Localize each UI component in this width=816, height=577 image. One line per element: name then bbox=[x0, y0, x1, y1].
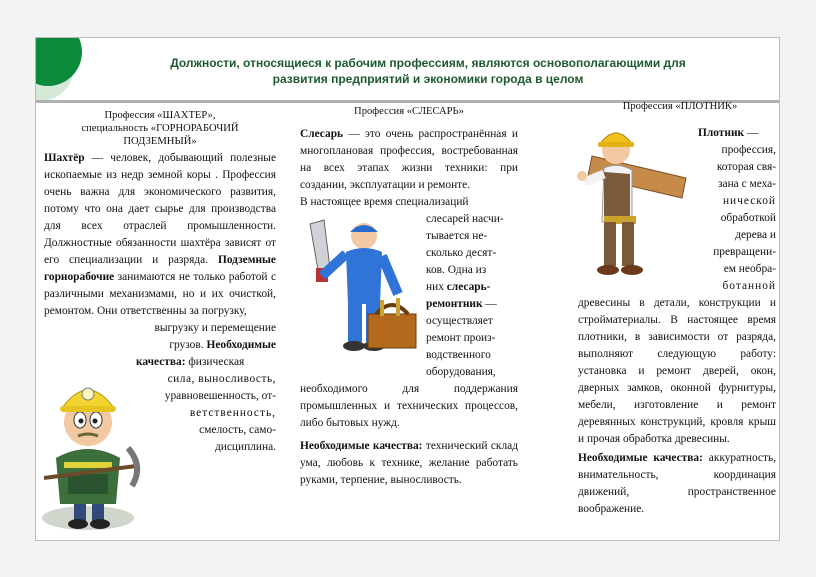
carpenter-qualities-term: Необходимые качества: bbox=[578, 452, 703, 464]
miner-line-f: ветственность, bbox=[189, 407, 276, 419]
locksmith-qualities-text: технический склад ума, любовь к технике, желание работать руками, терпение, выносливость. bbox=[300, 440, 518, 486]
locksmith-line-10: водственного bbox=[426, 349, 491, 361]
miner-line-e: уравновешенность, от- bbox=[164, 390, 276, 402]
miner-line-d: сила, выносливость, bbox=[167, 373, 276, 385]
miner-description bbox=[44, 150, 276, 320]
carpenter-term: Плотник bbox=[698, 127, 745, 139]
carpenter-qualities-text: аккуратность, внимательность, координация движений, пространственное воображение. bbox=[578, 452, 777, 515]
carpenter-line-1: — bbox=[744, 127, 759, 139]
carpenter-line-7: дерева и bbox=[735, 229, 776, 241]
locksmith-line-4: сколько десят- bbox=[426, 247, 497, 259]
page-title-line-2: развития предприятий и экономики города в целом bbox=[272, 72, 584, 86]
carpenter-line-9: ем необра- bbox=[723, 263, 776, 275]
carpenter-line-8: превращени- bbox=[713, 246, 776, 258]
locksmith-line-1: В настоящее время специализаций bbox=[300, 196, 469, 208]
miner-qualities-term-1: Необходимые bbox=[206, 339, 276, 351]
carpenter-title: Профессия «ПЛОТНИК» bbox=[622, 101, 738, 112]
locksmith-illustration-icon bbox=[302, 218, 424, 360]
miner-title bbox=[44, 109, 276, 148]
locksmith-end-text: необходимого для поддержания промышленных и технических процессов, либо бытовых нужд. bbox=[300, 383, 518, 429]
miner-title-line-2: специальность «ГОРНОРАБОЧИЙ bbox=[81, 123, 239, 134]
locksmith-line-3: тывается не- bbox=[426, 230, 488, 242]
page-title-line-1: Должности, относящиеся к рабочим профессиям, являются основополагающими для bbox=[170, 56, 686, 70]
carpenter-line-3: которая свя- bbox=[716, 161, 776, 173]
locksmith-specializations-block bbox=[426, 211, 518, 381]
locksmith-line-7-term: ремонтник bbox=[426, 298, 483, 310]
locksmith-intro-text: — это очень распространённая и многоплановая профессия, востребованная на всех этапах жизни техники: при создании, эксплуатации и ремонте. bbox=[300, 128, 518, 191]
locksmith-title: Профессия «СЛЕСАРЬ» bbox=[354, 106, 464, 117]
miner-qualities-term-2: качества: bbox=[136, 356, 186, 368]
miner-term-2: Подземные горнорабочие bbox=[44, 254, 276, 283]
locksmith-qualities-term: Необходимые качества: bbox=[300, 440, 423, 452]
locksmith-qualities bbox=[300, 438, 518, 489]
locksmith-line-9: ремонт произ- bbox=[426, 332, 496, 344]
carpenter-body-text: древесины в детали, конструкции и стройматериалы. В настоящее время плотники, в зависимости от разряда, выполняют следующую работу: установка и ремонт дверей, окон, дверных замков, оконной фурнитуры, мебели, изготовление и ремонт деревянных конструкций, кровля крыш и прочая обработка древесины. bbox=[578, 297, 776, 445]
carpenter-qualities bbox=[578, 450, 776, 518]
miner-line-g: смелость, само- bbox=[199, 424, 276, 436]
carpenter-intro-block bbox=[698, 125, 776, 295]
locksmith-line-11: оборудования, bbox=[426, 366, 496, 378]
locksmith-line-7: — bbox=[482, 298, 497, 310]
miner-qualities-block bbox=[136, 320, 276, 456]
miner-line-a: выгрузку и перемещение bbox=[154, 322, 276, 334]
miner-illustration-icon bbox=[36, 370, 146, 535]
locksmith-line-2: слесарей насчи- bbox=[426, 213, 504, 225]
locksmith-line-6: них bbox=[426, 281, 444, 293]
locksmith-term: Слесарь bbox=[300, 128, 344, 140]
miner-line-h: дисциплина. bbox=[214, 441, 276, 453]
miner-line-b: грузов. bbox=[169, 339, 204, 351]
locksmith-line-8: осуществляет bbox=[426, 315, 493, 327]
carpenter-line-6: обработкой bbox=[720, 212, 776, 224]
leaflet-page bbox=[35, 37, 780, 541]
carpenter-illustration-icon bbox=[574, 116, 694, 281]
locksmith-line-5: ков. Одна из bbox=[426, 264, 487, 276]
carpenter-line-4: зана с меха- bbox=[718, 178, 776, 190]
carpenter-line-10: ботанной bbox=[722, 280, 776, 292]
miner-duties-text: занимаются не только работой с различными механизмами, но и их очисткой, ремонтом. Они ответственны за погрузку, bbox=[44, 271, 276, 317]
miner-intro-text: — человек, добывающий полезные ископаемые из недр земной коры . Профессия очень важна для экономического развития, потому что она дает сырье для производства для всех отраслей промышленности. Должностные обязанности шахтёра зависят от его специализации и разряда. bbox=[44, 152, 276, 266]
locksmith-line-6-term: слесарь- bbox=[446, 281, 491, 293]
miner-term: Шахтёр bbox=[44, 152, 85, 164]
miner-title-line-3: ПОДЗЕМНЫЙ» bbox=[123, 136, 197, 147]
page-title bbox=[118, 55, 738, 87]
carpenter-line-2: профессия, bbox=[721, 144, 776, 156]
carpenter-line-5: нической bbox=[722, 195, 776, 207]
decor-circle-green bbox=[35, 37, 82, 86]
miner-line-c: физическая bbox=[188, 356, 245, 368]
miner-title-line-1: Профессия «ШАХТЕР», bbox=[104, 110, 216, 121]
locksmith-description bbox=[300, 126, 518, 194]
